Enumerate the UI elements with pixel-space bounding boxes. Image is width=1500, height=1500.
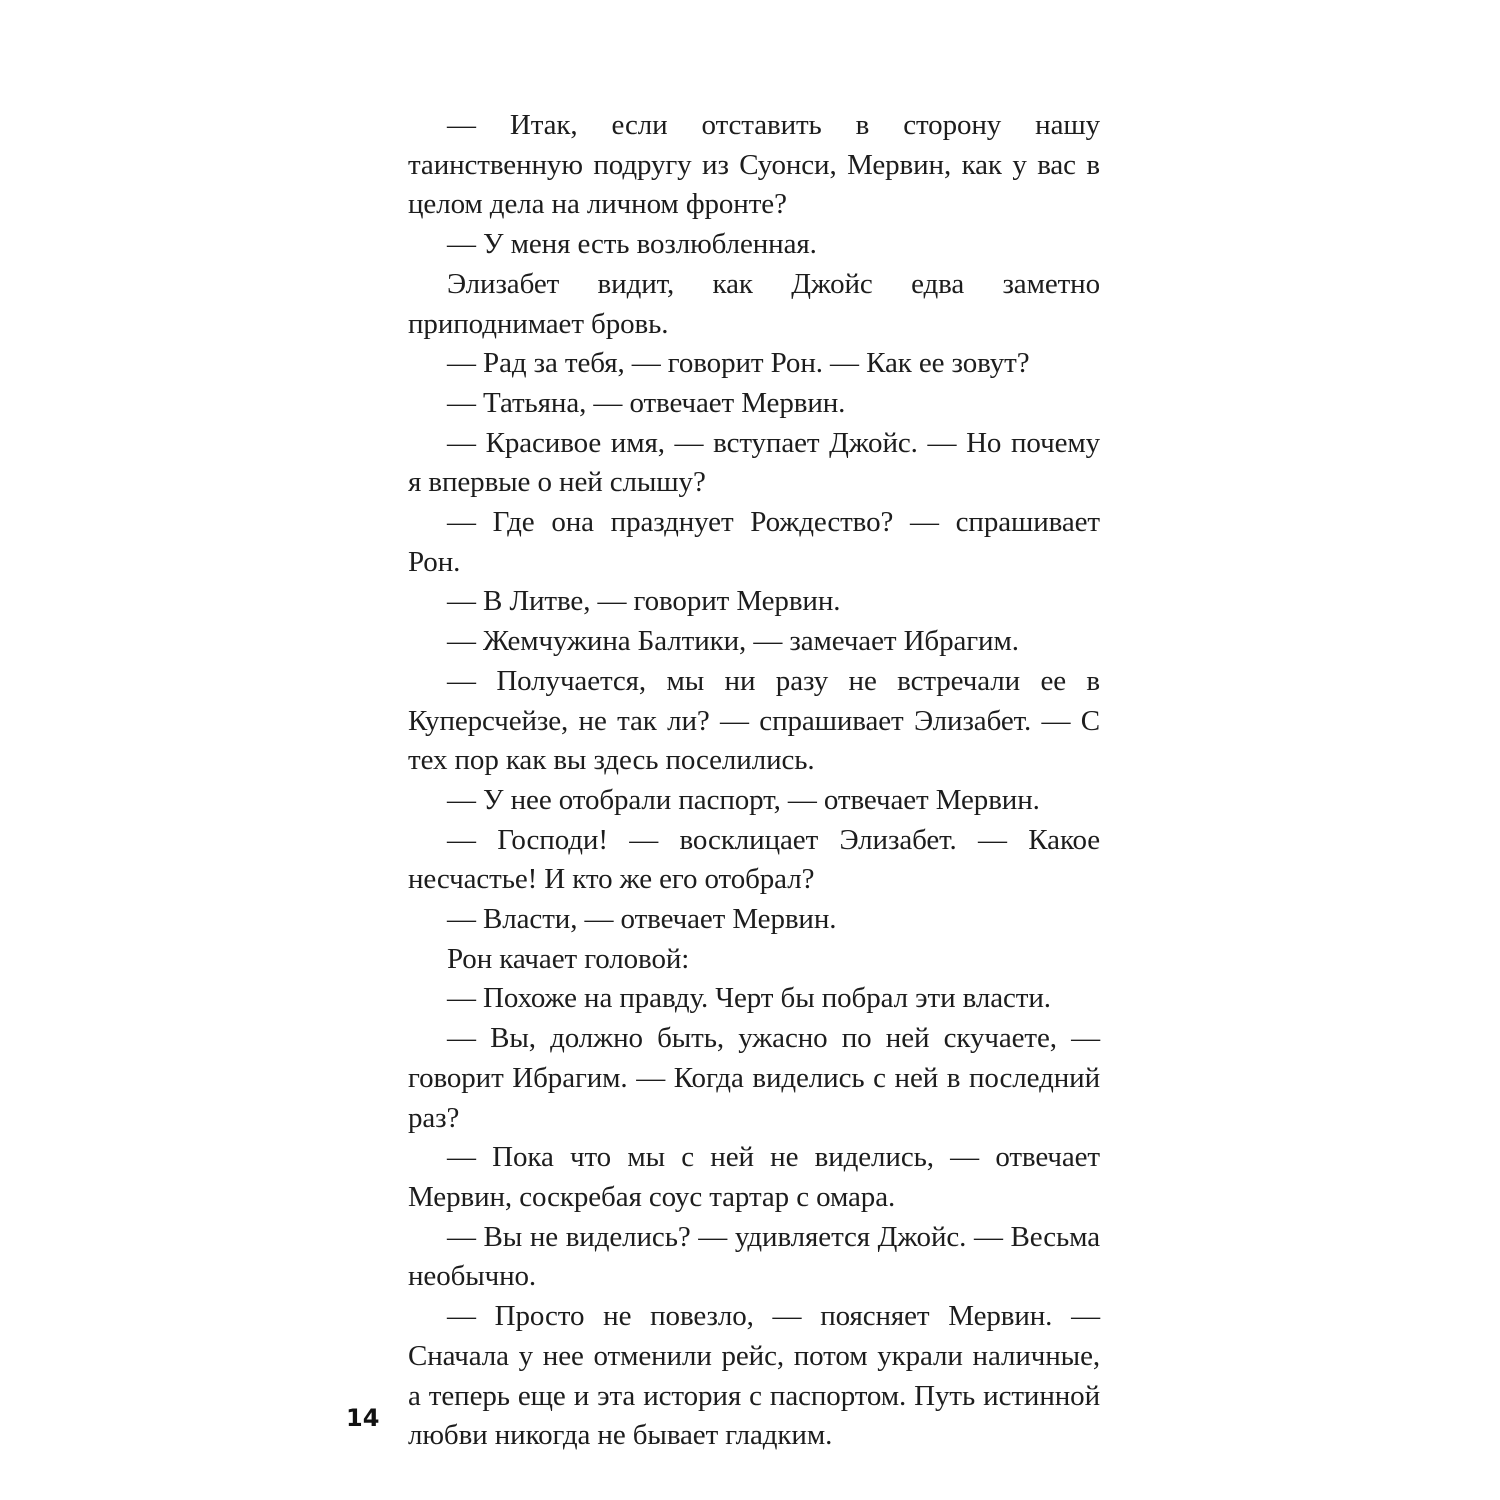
paragraph: Рон качает головой: [447, 942, 690, 975]
paragraph: — Вы не виделись? — удивляется Джойс. — Весьма необычно. [408, 1220, 1100, 1293]
paragraph: — Просто не повезло, — поясняет Мервин. — Сначала у нее отменили рейс, потом украли наличные, а теперь еще и эта история с паспортом. Путь истинной любви никогда не бывает гладким. [408, 1300, 1100, 1452]
paragraph: — У меня есть возлюбленная. [447, 228, 817, 261]
paragraph: — Где она празднует Рождество? — спрашивает Рон. [408, 506, 1100, 578]
paragraph: — Жемчужина Балтики, — замечает Ибрагим. [447, 625, 1019, 658]
paragraph: — Красивое имя, — вступает Джойс. — Но почему я впервые о ней слышу? [408, 426, 1100, 499]
paragraph: — Вы, должно быть, ужасно по ней скучаете, — говорит Ибрагим. — Когда виделись с ней в последний раз? [408, 1022, 1100, 1134]
paragraph: — В Литве, — говорит Мервин. [447, 585, 841, 618]
paragraph: — Господи! — восклицает Элизабет. — Какое несчастье! И кто же его отобрал? [408, 823, 1100, 896]
paragraph: — Пока что мы с ней не виделись, — отвечает Мервин, соскребая соус тартар с омара. [408, 1141, 1100, 1213]
paragraph: — Татьяна, — отвечает Мервин. [447, 386, 846, 419]
paragraph: — Власти, — отвечает Мервин. [447, 903, 837, 936]
paragraph: — Рад за тебя, — говорит Рон. — Как ее зовут? [447, 347, 1030, 380]
paragraph: — Итак, если отставить в сторону нашу таинственную подругу из Суонси, Мервин, как у вас в целом дела на личном фронте? [408, 109, 1100, 221]
paragraph: — У нее отобрали паспорт, — отвечает Мервин. [447, 783, 1040, 816]
paragraph: Элизабет видит, как Джойс едва заметно приподнимает бровь. [408, 267, 1100, 340]
paragraph: — Похоже на правду. Черт бы побрал эти власти. [447, 982, 1051, 1015]
page-number: 14 [346, 1404, 380, 1432]
paragraph: — Получается, мы ни разу не встречали ее в Куперсчейзе, не так ли? — спрашивает Элизабет. — С тех пор как вы здесь поселились. [408, 664, 1100, 777]
body-text [408, 106, 1100, 1456]
